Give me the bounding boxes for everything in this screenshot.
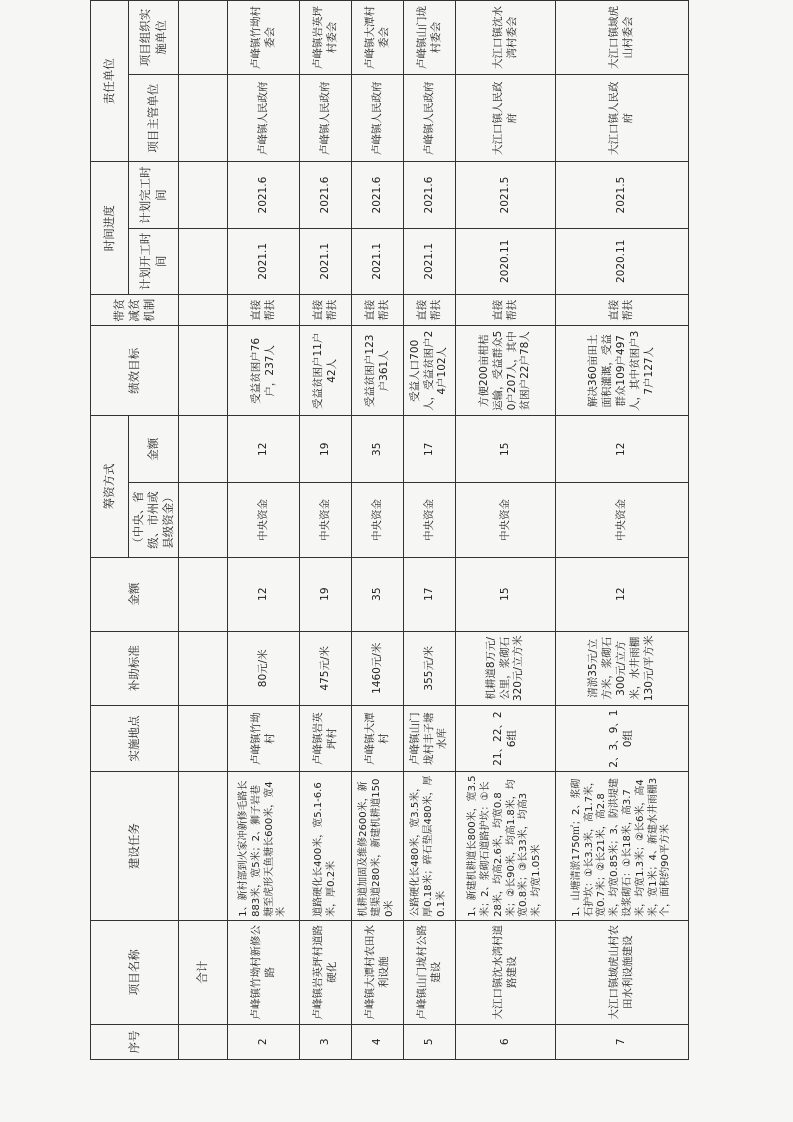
row-task: 道路硬化长400米，宽5.1-6.6米，厚0.2米 — [300, 772, 352, 920]
row-seq: 4 — [352, 1024, 404, 1059]
row-task: 公路硬化长480米，宽3.5米，厚0.18米；碎石垫层480米，厚0.1米 — [404, 772, 456, 920]
row-source: 中央资金 — [228, 483, 300, 557]
project-table — [90, 0, 689, 1060]
row-start: 2021.1 — [352, 228, 404, 294]
row-implementer: 大江口镇域虎山村委会 — [556, 1, 689, 75]
row-location: 卢峰镇岩英坪村 — [300, 705, 352, 771]
table-row — [404, 1, 456, 1060]
row-subsidy: 机耕道8万元/公里，浆砌石320元/立方米 — [456, 631, 556, 705]
row-name: 卢峰镇山门垅村公路建设 — [404, 920, 456, 1024]
row-subsidy: 355元/米 — [404, 631, 456, 705]
row-amount: 12 — [556, 557, 689, 631]
row-start: 2021.1 — [404, 228, 456, 294]
header-schedule: 时间进度 — [91, 162, 129, 294]
table-row — [556, 1, 689, 1060]
cell-empty — [179, 705, 228, 771]
header-supervisor: 项目主管单位 — [129, 75, 179, 162]
header-funding-source: （中央、省级、市州或县级资金） — [129, 483, 179, 557]
row-supervisor: 卢峰镇人民政府 — [228, 75, 300, 162]
total-label: 合计 — [179, 920, 228, 1024]
row-location: 卢峰镇竹坳村 — [228, 705, 300, 771]
row-source: 中央资金 — [300, 483, 352, 557]
row-location: 21、22、26组 — [456, 705, 556, 771]
row-seq: 7 — [556, 1024, 689, 1059]
header-task: 建设任务 — [91, 772, 179, 920]
table-row — [300, 1, 352, 1060]
row-supervisor: 卢峰镇人民政府 — [352, 75, 404, 162]
row-amount: 19 — [300, 557, 352, 631]
row-implementer: 卢峰镇竹坳村委会 — [228, 1, 300, 75]
row-source: 中央资金 — [352, 483, 404, 557]
row-fund: 12 — [556, 416, 689, 483]
header-funding-method: 筹资方式 — [91, 416, 129, 558]
cell-empty — [179, 228, 228, 294]
row-amount: 17 — [404, 557, 456, 631]
row-end: 2021.6 — [404, 162, 456, 228]
header-start-time: 计划开工时间 — [129, 228, 179, 294]
row-supervisor: 卢峰镇人民政府 — [300, 75, 352, 162]
row-end: 2021.5 — [556, 162, 689, 228]
row-end: 2021.5 — [456, 162, 556, 228]
header-amount: 金额 — [91, 557, 179, 631]
row-mechanism: 直接帮扶 — [404, 294, 456, 326]
row-amount: 12 — [228, 557, 300, 631]
row-implementer: 卢峰镇岩英坪村委会 — [300, 1, 352, 75]
row-implementer: 大江口镇沈水湾村委会 — [456, 1, 556, 75]
row-fund: 35 — [352, 416, 404, 483]
row-end: 2021.6 — [300, 162, 352, 228]
header-implementer: 项目组织实施单位 — [129, 1, 179, 75]
cell-empty — [179, 483, 228, 557]
header-location: 实施地点 — [91, 705, 179, 771]
table-row — [456, 1, 556, 1060]
row-start: 2020.11 — [456, 228, 556, 294]
header-funding-amount: 金额 — [129, 416, 179, 483]
cell-empty — [179, 631, 228, 705]
row-supervisor: 卢峰镇人民政府 — [404, 75, 456, 162]
row-location: 卢峰镇山门垅村丰子塘水库 — [404, 705, 456, 771]
row-location: 卢峰镇大潭村 — [352, 705, 404, 771]
row-start: 2021.1 — [228, 228, 300, 294]
row-seq: 5 — [404, 1024, 456, 1059]
row-task: 1、新建机耕道长800米，宽3.5米；2、浆砌石道路护坎：①长28米，均高2.6米，均宽0.8米；②长90米，均高1.8米，均宽0.8米；③长33米，均高3米，均宽1.05米 — [456, 772, 556, 920]
header-responsibility: 责任单位 — [91, 1, 129, 163]
cell-empty — [179, 1, 228, 75]
row-implementer: 卢峰镇山门垅村委会 — [404, 1, 456, 75]
row-goal: 受益贫困户11户42人 — [300, 326, 352, 416]
row-fund: 19 — [300, 416, 352, 483]
row-name: 大江口镇域虎山村农田水利设施建设 — [556, 920, 689, 1024]
row-source: 中央资金 — [556, 483, 689, 557]
header-finish-time: 计划完工时间 — [129, 162, 179, 228]
row-task: 1、新村部到火家冲新修毛路长883米，宽5米；2、狮子岩巷塘至虎形天鱼塘长600米，宽4米 — [228, 772, 300, 920]
row-implementer: 卢峰镇大潭村委会 — [352, 1, 404, 75]
row-subsidy: 1460元/米 — [352, 631, 404, 705]
row-name: 卢峰镇岩英坪村道路硬化 — [300, 920, 352, 1024]
cell-empty — [179, 557, 228, 631]
table-row — [352, 1, 404, 1060]
header-subsidy: 补助标准 — [91, 631, 179, 705]
row-end: 2021.6 — [352, 162, 404, 228]
row-supervisor: 大江口镇人民政府 — [556, 75, 689, 162]
row-mechanism: 直接帮扶 — [556, 294, 689, 326]
row-amount: 35 — [352, 557, 404, 631]
row-name: 卢峰镇大潭村农田水利设施 — [352, 920, 404, 1024]
row-goal: 受益人口700人，受益贫困户24户102人 — [404, 326, 456, 416]
cell-empty — [179, 294, 228, 326]
row-amount: 15 — [456, 557, 556, 631]
row-start: 2021.1 — [300, 228, 352, 294]
row-mechanism: 直接帮扶 — [456, 294, 556, 326]
row-source: 中央资金 — [456, 483, 556, 557]
row-task: 机耕道加固及维修2600米，新建渠道280米，新建机耕道1500米 — [352, 772, 404, 920]
row-fund: 12 — [228, 416, 300, 483]
row-location: 2、3、9、10组 — [556, 705, 689, 771]
header-seq: 序号 — [91, 1024, 179, 1059]
cell-empty — [179, 416, 228, 483]
row-fund: 15 — [456, 416, 556, 483]
row-source: 中央资金 — [404, 483, 456, 557]
header-performance: 绩效目标 — [91, 326, 179, 416]
cell-empty — [179, 772, 228, 920]
row-name: 卢峰镇竹坳村新修公路 — [228, 920, 300, 1024]
row-mechanism: 直接帮扶 — [228, 294, 300, 326]
row-end: 2021.6 — [228, 162, 300, 228]
row-seq: 6 — [456, 1024, 556, 1059]
row-fund: 17 — [404, 416, 456, 483]
row-subsidy: 80元/米 — [228, 631, 300, 705]
row-mechanism: 直接帮扶 — [352, 294, 404, 326]
cell-empty — [179, 326, 228, 416]
header-project-name: 项目名称 — [91, 920, 179, 1024]
row-name: 大江口镇沈水湾村道路建设 — [456, 920, 556, 1024]
row-goal: 方便200亩柑桔运输，受益群众50户207人，其中贫困户22户78人 — [456, 326, 556, 416]
row-task: 1、山塘清淤1750㎡；2、浆砌石护坎：①长3.3米，高1.7米，宽0.7米；②长21米，高2.8米，均宽0.85米；3、防洪堤建设浆砌石：①长18米，高3.7米，均宽1.3米；②长6米，高4米，宽1米；4、新建水井雨棚3个，面积约90平方米 — [556, 772, 689, 920]
row-start: 2020.11 — [556, 228, 689, 294]
total-row — [179, 1, 228, 1060]
cell-empty — [179, 162, 228, 228]
row-subsidy: 清淤35元/立方米，浆砌石300元/立方米，水井雨棚130元/平方米 — [556, 631, 689, 705]
cell-empty — [179, 1024, 228, 1059]
row-goal: 解决360亩田土面积灌溉，受益群众109户497人，其中贫困户37户127人 — [556, 326, 689, 416]
cell-empty — [179, 75, 228, 162]
row-supervisor: 大江口镇人民政府 — [456, 75, 556, 162]
row-goal: 受益贫困户76户，237人 — [228, 326, 300, 416]
table-row — [228, 1, 300, 1060]
header-poverty-mechanism: 带贫减贫机制 — [91, 294, 179, 326]
row-mechanism: 直接帮扶 — [300, 294, 352, 326]
row-seq: 3 — [300, 1024, 352, 1059]
row-goal: 受益贫困户123户361人 — [352, 326, 404, 416]
row-subsidy: 475元/米 — [300, 631, 352, 705]
row-seq: 2 — [228, 1024, 300, 1059]
